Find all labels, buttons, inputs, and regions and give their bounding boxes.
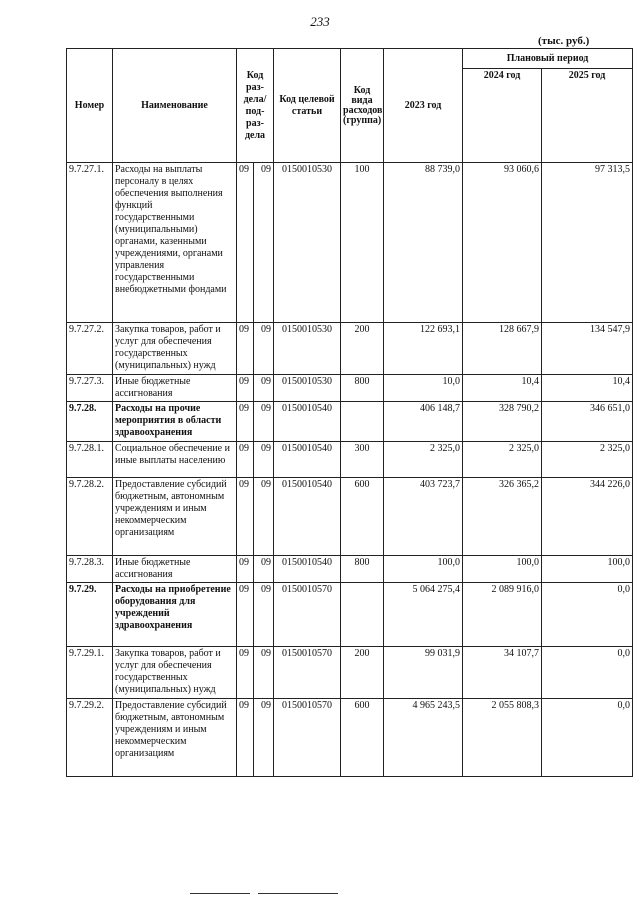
row-value-2025: 344 226,0 [542, 478, 633, 556]
header-2025: 2025 год [542, 69, 633, 163]
row-name: Иные бюджетные ассигнования [113, 556, 237, 583]
row-section: 09 [237, 583, 254, 647]
table-row [67, 583, 633, 647]
row-number: 9.7.29.1. [67, 647, 113, 699]
header-expense-type: Код вида расходов (группа) [341, 49, 384, 163]
row-target-code: 0150010570 [274, 699, 341, 777]
row-expense-type: 800 [341, 556, 384, 583]
row-number: 9.7.27.1. [67, 163, 113, 323]
row-section: 09 [237, 323, 254, 375]
page-number: 233 [310, 14, 330, 29]
row-target-code: 0150010570 [274, 647, 341, 699]
table-row [67, 163, 633, 323]
row-section: 09 [237, 442, 254, 478]
header-2023: 2023 год [384, 49, 463, 163]
row-subsection: 09 [254, 647, 274, 699]
row-value-2025: 0,0 [542, 583, 633, 647]
row-target-code: 0150010540 [274, 478, 341, 556]
row-value-2023: 99 031,9 [384, 647, 463, 699]
row-section: 09 [237, 478, 254, 556]
row-expense-type: 600 [341, 478, 384, 556]
table-row [67, 556, 633, 583]
row-expense-type: 300 [341, 442, 384, 478]
row-value-2024: 2 055 808,3 [463, 699, 542, 777]
header-section: Код раз-дела/ под-раз-дела [237, 49, 274, 163]
row-name: Расходы на приобретение оборудования для учреждений здравоохранения [113, 583, 237, 647]
row-value-2023: 10,0 [384, 375, 463, 402]
footer-line [190, 893, 250, 894]
row-expense-type: 200 [341, 323, 384, 375]
row-value-2025: 0,0 [542, 699, 633, 777]
row-target-code: 0150010540 [274, 556, 341, 583]
row-value-2024: 100,0 [463, 556, 542, 583]
row-name: Закупка товаров, работ и услуг для обеспечения государственных (муниципальных) нужд [113, 323, 237, 375]
row-value-2025: 97 313,5 [542, 163, 633, 323]
units-label: (тыс. руб.) [538, 35, 590, 47]
row-value-2025: 346 651,0 [542, 402, 633, 442]
row-name: Предоставление субсидий бюджетным, автономным учреждениям и иным некоммерческим организациям [113, 478, 237, 556]
row-target-code: 0150010570 [274, 583, 341, 647]
budget-table [66, 48, 633, 777]
table-row [67, 402, 633, 442]
row-value-2023: 122 693,1 [384, 323, 463, 375]
row-section: 09 [237, 556, 254, 583]
row-value-2023: 406 148,7 [384, 402, 463, 442]
row-value-2024: 128 667,9 [463, 323, 542, 375]
row-name: Расходы на прочие мероприятия в области здравоохранения [113, 402, 237, 442]
row-value-2024: 326 365,2 [463, 478, 542, 556]
row-value-2025: 10,4 [542, 375, 633, 402]
header-target: Код целевой статьи [274, 49, 341, 163]
row-number: 9.7.28.2. [67, 478, 113, 556]
row-section: 09 [237, 163, 254, 323]
row-expense-type: 200 [341, 647, 384, 699]
row-number: 9.7.27.3. [67, 375, 113, 402]
row-value-2024: 10,4 [463, 375, 542, 402]
row-target-code: 0150010540 [274, 442, 341, 478]
row-value-2024: 2 325,0 [463, 442, 542, 478]
row-value-2023: 403 723,7 [384, 478, 463, 556]
table-row [67, 323, 633, 375]
row-value-2025: 100,0 [542, 556, 633, 583]
row-value-2024: 2 089 916,0 [463, 583, 542, 647]
row-number: 9.7.27.2. [67, 323, 113, 375]
row-value-2023: 100,0 [384, 556, 463, 583]
row-name: Иные бюджетные ассигнования [113, 375, 237, 402]
row-target-code: 0150010530 [274, 323, 341, 375]
row-section: 09 [237, 699, 254, 777]
row-subsection: 09 [254, 375, 274, 402]
row-target-code: 0150010530 [274, 375, 341, 402]
row-value-2025: 0,0 [542, 647, 633, 699]
row-section: 09 [237, 402, 254, 442]
table-row [67, 478, 633, 556]
table-row [67, 442, 633, 478]
row-value-2024: 328 790,2 [463, 402, 542, 442]
header-planned-period: Плановый период [463, 49, 633, 69]
row-value-2023: 88 739,0 [384, 163, 463, 323]
row-subsection: 09 [254, 163, 274, 323]
row-value-2023: 4 965 243,5 [384, 699, 463, 777]
row-value-2025: 134 547,9 [542, 323, 633, 375]
row-number: 9.7.28.1. [67, 442, 113, 478]
row-number: 9.7.29. [67, 583, 113, 647]
row-section: 09 [237, 647, 254, 699]
row-name: Социальное обеспечение и иные выплаты населению [113, 442, 237, 478]
row-number: 9.7.28.3. [67, 556, 113, 583]
row-section: 09 [237, 375, 254, 402]
row-value-2025: 2 325,0 [542, 442, 633, 478]
table-row [67, 699, 633, 777]
row-target-code: 0150010530 [274, 163, 341, 323]
row-value-2023: 5 064 275,4 [384, 583, 463, 647]
row-subsection: 09 [254, 478, 274, 556]
row-target-code: 0150010540 [274, 402, 341, 442]
row-value-2023: 2 325,0 [384, 442, 463, 478]
row-expense-type [341, 402, 384, 442]
row-name: Расходы на выплаты персоналу в целях обеспечения выполнения функций государственными (муниципальными) органами, казенными учреждениями, органами управления государственными внебюджетными фондами [113, 163, 237, 323]
row-value-2024: 93 060,6 [463, 163, 542, 323]
row-name: Предоставление субсидий бюджетным, автономным учреждениям и иным некоммерческим организациям [113, 699, 237, 777]
row-expense-type: 100 [341, 163, 384, 323]
table-row [67, 647, 633, 699]
row-subsection: 09 [254, 323, 274, 375]
row-expense-type: 800 [341, 375, 384, 402]
row-name: Закупка товаров, работ и услуг для обеспечения государственных (муниципальных) нужд [113, 647, 237, 699]
row-subsection: 09 [254, 442, 274, 478]
row-value-2024: 34 107,7 [463, 647, 542, 699]
footer-line [258, 893, 338, 894]
header-number: Номер [67, 49, 113, 163]
row-expense-type: 600 [341, 699, 384, 777]
row-subsection: 09 [254, 556, 274, 583]
row-subsection: 09 [254, 699, 274, 777]
row-subsection: 09 [254, 402, 274, 442]
row-number: 9.7.28. [67, 402, 113, 442]
table-row [67, 375, 633, 402]
header-2024: 2024 год [463, 69, 542, 163]
header-name: Наименование [113, 49, 237, 163]
row-expense-type [341, 583, 384, 647]
row-number: 9.7.29.2. [67, 699, 113, 777]
row-subsection: 09 [254, 583, 274, 647]
